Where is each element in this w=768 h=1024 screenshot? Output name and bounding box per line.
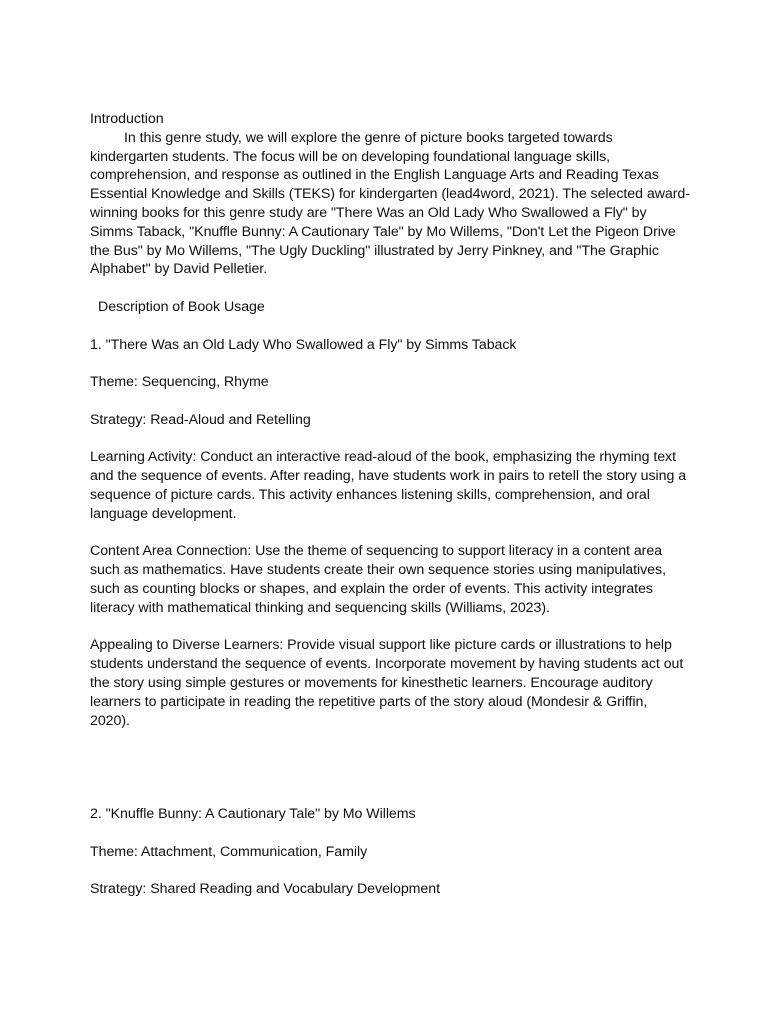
- paragraph-spacer: [90, 524, 690, 543]
- book2-strategy: Strategy: Shared Reading and Vocabulary Development: [90, 881, 440, 898]
- book1-learning-activity: Learning Activity: Conduct an interactive read-aloud of the book, emphasizing the rhyming text and the sequence of events. After reading, have students work in pairs to retell the story using a sequence of picture cards. This activity enhances listening skills, comprehension, and oral language development.: [90, 449, 687, 522]
- book1-diverse-learners: Appealing to Diverse Learners: Provide visual support like picture cards or illustrations to help students understand the sequence of events. Incorporate movement by having students act out the story using simple gestures or movements for kinesthetic learners. Encourage auditory learners to participate in reading the repetitive parts of the story aloud (Mondesir & Griffin, 2020).: [90, 637, 684, 729]
- paragraph-spacer: [90, 392, 690, 411]
- document-body: [90, 110, 690, 899]
- section-spacer: [90, 730, 690, 805]
- paragraph-spacer: [90, 430, 690, 449]
- book1-content-area-connection: Content Area Connection: Use the theme of sequencing to support literacy in a content area such as mathematics. Have students create their own sequence stories using manipulatives, such as counting blocks or shapes, and explain the order of events. This activity integrates literacy with mathematical thinking and sequencing skills (Williams, 2023).: [90, 543, 666, 616]
- book1-strategy: Strategy: Read-Aloud and Retelling: [90, 411, 311, 428]
- book1-title: 1. "There Was an Old Lady Who Swallowed a Fly" by Simms Taback: [90, 336, 517, 353]
- intro-heading: Introduction: [90, 111, 164, 127]
- book1-theme: Theme: Sequencing, Rhyme: [90, 374, 269, 391]
- paragraph-spacer: [90, 317, 690, 336]
- paragraph-spacer: [90, 862, 690, 881]
- description-heading: Description of Book Usage: [98, 298, 265, 315]
- paragraph-spacer: [90, 618, 690, 637]
- paragraph-spacer: [90, 354, 690, 373]
- book2-theme: Theme: Attachment, Communication, Family: [90, 843, 368, 860]
- paragraph-spacer: [90, 279, 690, 298]
- book2-title: 2. "Knuffle Bunny: A Cautionary Tale" by Mo Willems: [90, 806, 416, 823]
- paragraph-spacer: [90, 824, 690, 843]
- intro-paragraph: In this genre study, we will explore the genre of picture books targeted towards kindergarten students. The focus will be on developing foundational language skills, comprehension, and response as outlined in the English Language Arts and Reading Texas Essential Knowledge and Skills (TEKS) for kindergarten (lead4word, 2021). The selected award-winning books for this genre study are "There Was an Old Lady Who Swallowed a Fly" by Simms Taback, "Knuffle Bunny: A Cautionary Tale" by Mo Willems, "Don't Let the Pigeon Drive the Bus" by Mo Willems, "The Ugly Duckling" illustrated by Jerry Pinkney, and "The Graphic Alphabet" by David Pelletier.: [90, 129, 690, 278]
